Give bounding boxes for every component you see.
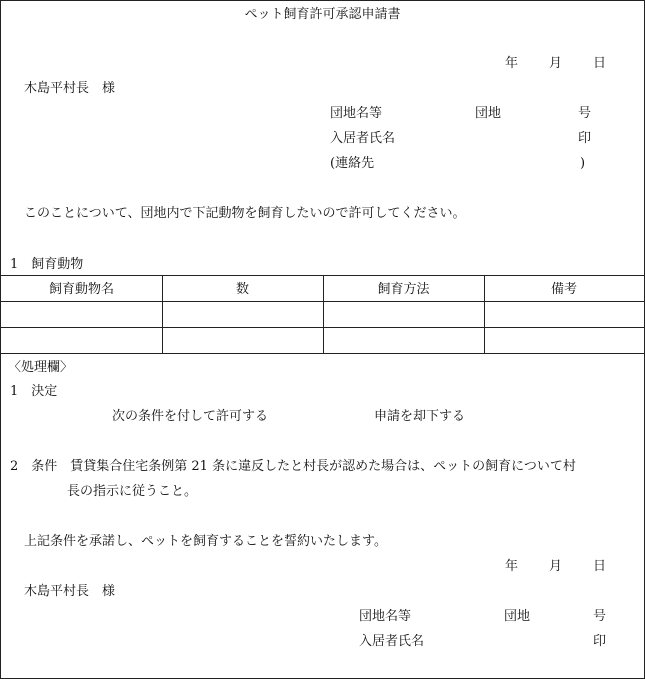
pledge-resident-name-label: 入居者氏名 bbox=[359, 634, 425, 649]
pledge-addressee: 木島平村長 様 bbox=[24, 584, 116, 599]
form-title: ペット飼育許可承認申請書 bbox=[244, 7, 401, 22]
year-label: 年 bbox=[505, 56, 519, 71]
pledge-text: 上記条件を承諾し、ペットを飼育することを誓約いたします。 bbox=[24, 534, 387, 549]
contact-label: (連絡先 bbox=[330, 156, 375, 171]
complex-unit-label: 団地 bbox=[475, 106, 502, 121]
decision-heading: 1 決定 bbox=[10, 384, 58, 399]
pledge-seal-mark: 印 bbox=[593, 634, 607, 649]
pledge-number-unit-label: 号 bbox=[593, 609, 607, 624]
contact-close-paren: ) bbox=[580, 156, 586, 171]
number-unit-label: 号 bbox=[578, 106, 592, 121]
pledge-day-label: 日 bbox=[593, 559, 607, 574]
section1-heading: 1 飼育動物 bbox=[10, 257, 84, 272]
permit-option: 次の条件を付して許可する bbox=[112, 409, 269, 424]
condition-text: 2 条件 賃貸集合住宅条例第 21 条に違反したと村長が認めた場合は、ペットの飼育について村 bbox=[10, 459, 576, 474]
table-header-method: 飼育方法 bbox=[377, 282, 430, 297]
processing-heading: 〈処理欄〉 bbox=[8, 360, 74, 375]
addressee: 木島平村長 様 bbox=[24, 81, 116, 96]
seal-mark: 印 bbox=[578, 131, 592, 146]
complex-name-label: 団地名等 bbox=[330, 106, 383, 121]
pledge-month-label: 月 bbox=[549, 559, 563, 574]
request-text: このことについて、団地内で下記動物を飼育したいので許可してください。 bbox=[24, 206, 466, 221]
pledge-year-label: 年 bbox=[505, 559, 519, 574]
day-label: 日 bbox=[593, 56, 607, 71]
condition-text-continued: 長の指示に従うこと。 bbox=[67, 484, 198, 499]
pledge-complex-unit-label: 団地 bbox=[504, 609, 531, 624]
resident-name-label: 入居者氏名 bbox=[330, 131, 396, 146]
table-header-count: 数 bbox=[235, 282, 249, 297]
table-header-animal-name: 飼育動物名 bbox=[48, 282, 114, 297]
table-border-bottom bbox=[1, 353, 644, 354]
reject-option: 申請を却下する bbox=[374, 409, 466, 424]
table-header-remarks: 備考 bbox=[550, 282, 577, 297]
month-label: 月 bbox=[549, 56, 563, 71]
pledge-complex-name-label: 団地名等 bbox=[359, 609, 412, 624]
